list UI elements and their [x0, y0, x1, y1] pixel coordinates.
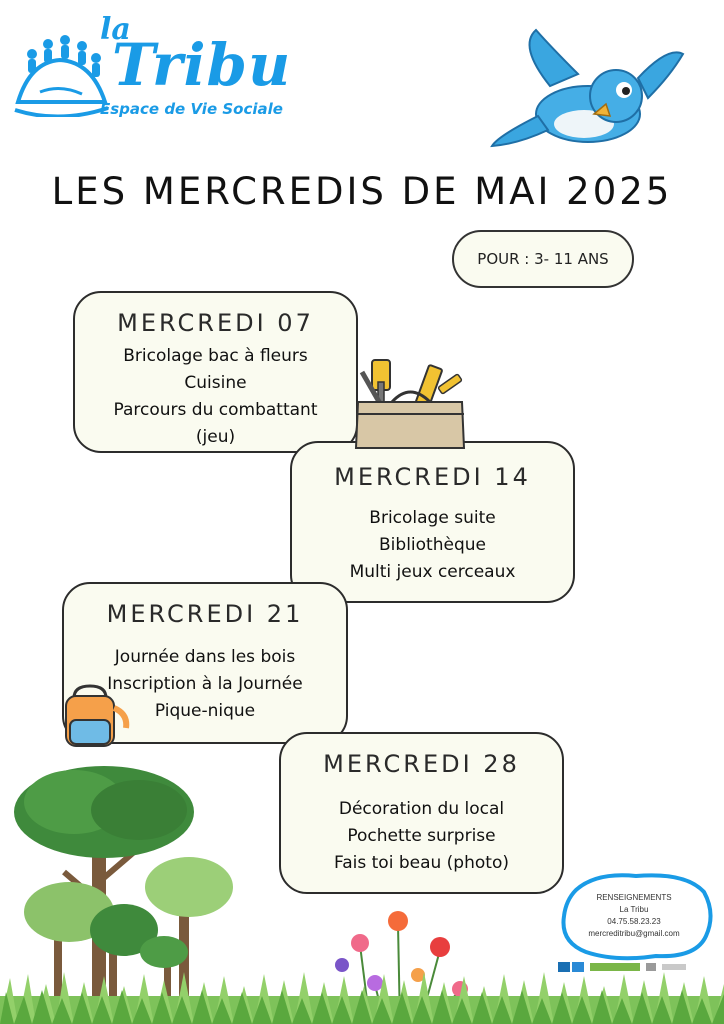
activity-line: Bricolage bac à fleurs — [123, 346, 308, 366]
day-card-07 — [73, 291, 358, 453]
page-title: LES MERCREDIS DE MAI 2025 — [51, 170, 673, 213]
activity-line: Multi jeux cerceaux — [349, 562, 516, 582]
contact-heading: RENSEIGNEMENTS — [596, 893, 672, 902]
day-card-28 — [279, 732, 564, 894]
activity-line: Cuisine — [184, 373, 247, 393]
day-card-14 — [290, 441, 575, 603]
logo-la: la — [100, 12, 131, 47]
grass-icon — [0, 966, 724, 1024]
activity-line: Inscription à la Journée — [107, 674, 303, 694]
activity-line: (jeu) — [195, 427, 236, 447]
tribe-logo-icon — [10, 32, 110, 117]
contact-email: mercreditribu@gmail.com — [588, 929, 680, 938]
contact-info — [566, 892, 702, 970]
contact-phone: 04.75.58.23.23 — [607, 917, 661, 926]
partner-logos — [556, 960, 716, 974]
age-badge: POUR : 3- 11 ANS — [452, 230, 634, 288]
day-heading: MERCREDI 28 — [323, 750, 520, 778]
activity-line: Pique-nique — [154, 701, 256, 721]
tribe-logo — [10, 12, 292, 127]
toolbox-icon — [352, 352, 470, 452]
activity-line: Parcours du combattant — [113, 400, 318, 420]
bird-icon — [488, 26, 688, 151]
activity-line: Bibliothèque — [379, 535, 486, 555]
contact-name: La Tribu — [619, 905, 649, 914]
day-heading: MERCREDI 07 — [117, 309, 314, 337]
logo-subtitle: Espace de Vie Sociale — [100, 100, 283, 118]
activity-line: Décoration du local — [338, 799, 505, 819]
activity-line: Fais toi beau (photo) — [334, 853, 509, 873]
activity-line: Pochette surprise — [347, 826, 496, 846]
activity-line: Bricolage suite — [369, 508, 496, 528]
day-heading: MERCREDI 14 — [334, 463, 531, 491]
logo-tribu: Tribu — [112, 31, 292, 99]
backpack-icon — [60, 684, 132, 748]
day-heading: MERCREDI 21 — [106, 600, 304, 628]
activity-line: Journée dans les bois — [114, 647, 296, 667]
